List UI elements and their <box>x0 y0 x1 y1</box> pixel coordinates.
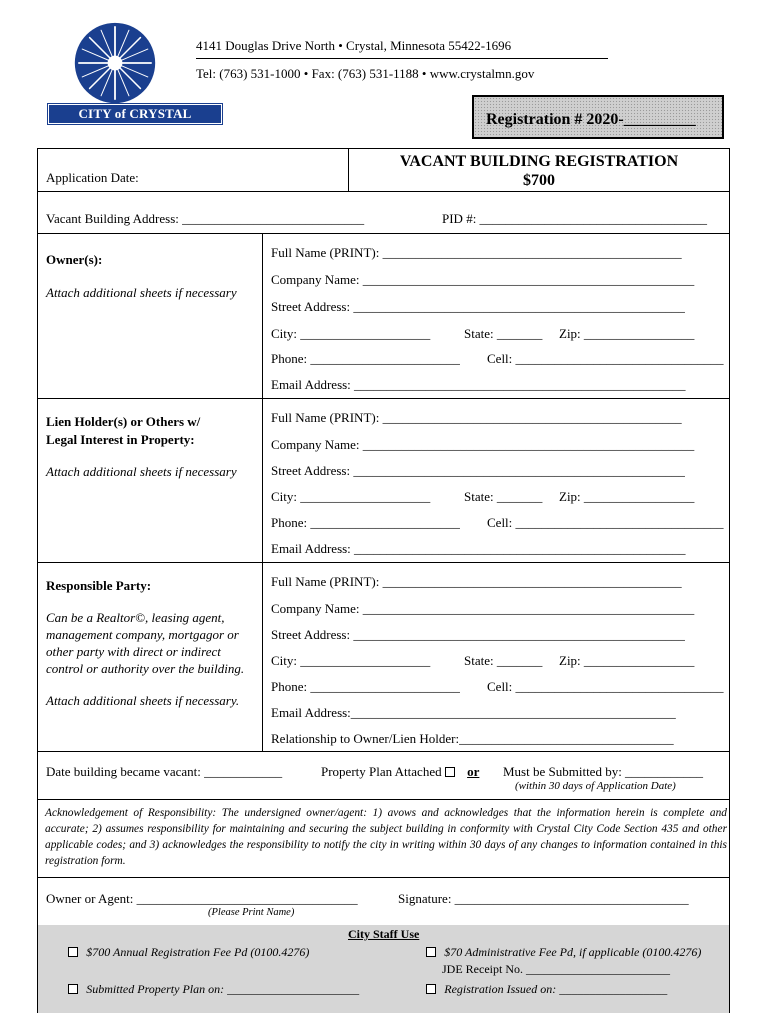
row-divider <box>38 398 729 399</box>
row-divider <box>38 191 729 192</box>
owner-street-field[interactable]: Street Address: ___________________________________________________ <box>271 299 685 314</box>
responsible-note-2: management company, mortgagor or <box>46 627 239 642</box>
please-print-note: (Please Print Name) <box>208 907 295 918</box>
owner-full-name-field[interactable]: Full Name (PRINT): ______________________________________________ <box>271 245 682 260</box>
responsible-city-field[interactable]: City: ____________________ <box>271 653 431 668</box>
property-plan-checkbox[interactable] <box>445 767 455 777</box>
responsible-company-field[interactable]: Company Name: ___________________________________________________ <box>271 601 695 616</box>
pid-field[interactable]: PID #: ___________________________________ <box>442 211 708 226</box>
owner-agent-field[interactable]: Owner or Agent: __________________________________ <box>46 891 358 906</box>
owner-note: Attach additional sheets if necessary <box>46 285 237 300</box>
registration-form <box>37 148 730 1013</box>
responsible-cell-field[interactable]: Cell: ________________________________ <box>487 679 724 694</box>
registration-number-box[interactable] <box>472 95 724 139</box>
application-date-field[interactable]: Application Date: <box>46 170 139 185</box>
owner-phone-field[interactable]: Phone: _______________________ <box>271 351 460 366</box>
form-title-line1: VACANT BUILDING REGISTRATION <box>399 153 679 170</box>
lien-city-field[interactable]: City: ____________________ <box>271 489 431 504</box>
responsible-note-1: Can be a Realtor©, leasing agent, <box>46 610 225 625</box>
form-title <box>349 152 729 190</box>
city-staff-section <box>38 925 729 1013</box>
city-address: 4141 Douglas Drive North • Crystal, Minnesota 55422-1696 <box>196 38 512 53</box>
or-label: or <box>467 764 480 779</box>
staff-heading: City Staff Use <box>348 927 420 941</box>
lien-phone-field[interactable]: Phone: _______________________ <box>271 515 460 530</box>
lien-zip-field[interactable]: Zip: _________________ <box>559 489 695 504</box>
starburst-icon <box>74 22 156 104</box>
issued-on-label: Registration Issued on: __________________ <box>444 982 668 996</box>
owner-company-field[interactable]: Company Name: ___________________________________________________ <box>271 272 695 287</box>
lien-cell-field[interactable]: Cell: ________________________________ <box>487 515 724 530</box>
responsible-street-field[interactable]: Street Address: ___________________________________________________ <box>271 627 685 642</box>
issued-on-item <box>426 981 667 997</box>
responsible-note-5: Attach additional sheets if necessary. <box>46 693 240 708</box>
owner-cell-field[interactable]: Cell: ________________________________ <box>487 351 724 366</box>
property-plan-label <box>321 764 479 780</box>
city-contact: Tel: (763) 531-1000 • Fax: (763) 531-1188 • www.crystalmn.gov <box>196 66 535 81</box>
responsible-state-field[interactable]: State: _______ <box>464 653 543 668</box>
lien-email-field[interactable]: Email Address: ___________________________________________________ <box>271 541 686 556</box>
owner-zip-field[interactable]: Zip: _________________ <box>559 326 695 341</box>
section-divider <box>262 233 263 751</box>
admin-fee-checkbox[interactable] <box>426 947 436 957</box>
jde-receipt-field[interactable]: JDE Receipt No. ________________________ <box>442 962 670 976</box>
admin-fee-item <box>426 944 701 960</box>
lien-state-field[interactable]: State: _______ <box>464 489 543 504</box>
row-divider <box>38 233 729 234</box>
responsible-heading: Responsible Party: <box>46 578 152 593</box>
header-divider <box>196 58 608 59</box>
vacant-date-field[interactable]: Date building became vacant: ____________ <box>46 764 283 779</box>
responsible-email-field[interactable]: Email Address:__________________________________________________ <box>271 705 676 720</box>
plan-on-item <box>68 981 359 997</box>
responsible-zip-field[interactable]: Zip: _________________ <box>559 653 695 668</box>
city-logo <box>36 22 192 126</box>
lien-full-name-field[interactable]: Full Name (PRINT): ______________________________________________ <box>271 410 682 425</box>
signature-field[interactable]: Signature: ____________________________________ <box>398 891 689 906</box>
row-divider <box>38 562 729 563</box>
must-submit-field[interactable]: Must be Submitted by: ____________ <box>503 764 704 779</box>
row-divider <box>38 751 729 752</box>
acknowledgement-text: Acknowledgement of Responsibility: The undersigned owner/agent: 1) avows and acknowledges that the information herein is complete and accurate; 2) assumes responsibility for maintaining and securing the subject building in conformity with Crystal City Code Section 435 and other applicable codes; and 3) acknowledges the responsibility to notify the city in writing within 30 days of any changes to information contained in this registration form. <box>45 807 727 867</box>
lien-company-field[interactable]: Company Name: ___________________________________________________ <box>271 437 695 452</box>
logo-label: CITY of CRYSTAL <box>48 104 222 124</box>
within-note: (within 30 days of Application Date) <box>515 780 676 792</box>
owner-email-field[interactable]: Email Address: ___________________________________________________ <box>271 377 686 392</box>
plan-on-label: Submitted Property Plan on: ______________________ <box>86 982 360 996</box>
issued-on-checkbox[interactable] <box>426 984 436 994</box>
form-title-fee: $700 <box>523 172 555 189</box>
property-plan-text: Property Plan Attached <box>321 764 442 779</box>
owner-city-field[interactable]: City: ____________________ <box>271 326 431 341</box>
admin-fee-label: $70 Administrative Fee Pd, if applicable (0100.4276) <box>444 945 702 959</box>
owner-heading: Owner(s): <box>46 252 103 267</box>
plan-on-checkbox[interactable] <box>68 984 78 994</box>
lien-street-field[interactable]: Street Address: ___________________________________________________ <box>271 463 685 478</box>
row-divider <box>38 877 729 878</box>
vacant-address-field[interactable]: Vacant Building Address: ____________________________ <box>46 211 365 226</box>
annual-fee-item <box>68 944 309 960</box>
row-divider <box>38 799 729 800</box>
responsible-note-4: control or authority over the building. <box>46 661 245 676</box>
registration-number: Registration # 2020-_________ <box>486 111 696 128</box>
lien-note: Attach additional sheets if necessary <box>46 464 237 479</box>
lien-heading: Lien Holder(s) or Others w/ <box>46 414 201 429</box>
annual-fee-label: $700 Annual Registration Fee Pd (0100.4276) <box>86 945 310 959</box>
lien-heading-2: Legal Interest in Property: <box>46 432 195 447</box>
responsible-note-3: other party with direct or indirect <box>46 644 221 659</box>
owner-state-field[interactable]: State: _______ <box>464 326 543 341</box>
responsible-phone-field[interactable]: Phone: _______________________ <box>271 679 460 694</box>
relationship-field[interactable]: Relationship to Owner/Lien Holder:_________________________________ <box>271 731 674 746</box>
annual-fee-checkbox[interactable] <box>68 947 78 957</box>
responsible-full-name-field[interactable]: Full Name (PRINT): ______________________________________________ <box>271 574 682 589</box>
